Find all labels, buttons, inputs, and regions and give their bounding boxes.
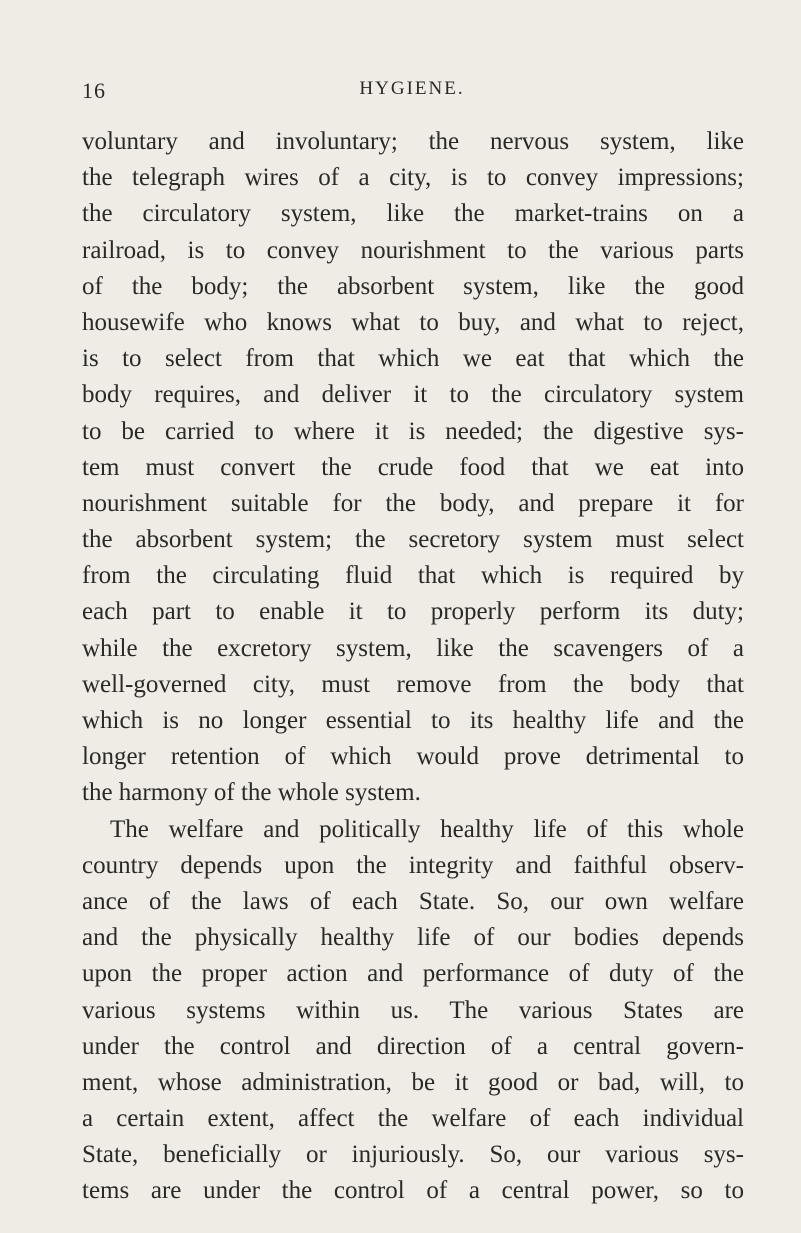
- text-line: a certain extent, affect the welfare of each individual: [82, 1105, 744, 1133]
- text-line: to be carried to where it is needed; the digestive sys-: [82, 417, 744, 445]
- text-line: which is no longer essential to its healthy life and the: [82, 707, 744, 734]
- text-line: housewife who knows what to buy, and what to reject,: [82, 308, 744, 336]
- text-line: nourishment suitable for the body, and prepare it for: [82, 489, 744, 517]
- text-line: of the body; the absorbent system, like the good: [82, 272, 744, 300]
- text-line: ment, whose administration, be it good or bad, will, to: [82, 1068, 744, 1096]
- text-line: the absorbent system; the secretory system must select: [82, 526, 744, 554]
- text-line: ance of the laws of each State. So, our own welfare: [82, 887, 744, 915]
- text-line: well-governed city, must remove from the body that: [82, 670, 744, 698]
- text-line: voluntary and involuntary; the nervous system, like: [82, 128, 744, 155]
- text-line: the telegraph wires of a city, is to convey impressions;: [82, 164, 744, 192]
- text-line: is to select from that which we eat that which the: [82, 345, 744, 373]
- text-line: from the circulating fluid that which is required by: [82, 562, 744, 590]
- page-number: 16: [82, 78, 106, 103]
- text-line: under the control and direction of a central govern-: [82, 1032, 744, 1060]
- text-line: while the excretory system, like the scavengers of a: [82, 634, 744, 662]
- paragraph-start-line: The welfare and politically healthy life of this whole: [110, 815, 744, 843]
- text-line: upon the proper action and performance of duty of the: [82, 960, 744, 988]
- running-title: HYGIENE.: [359, 78, 465, 99]
- body-text: [82, 124, 744, 1210]
- running-head: [82, 78, 742, 104]
- paragraph-end-line: the harmony of the whole system.: [82, 779, 421, 807]
- text-line: tems are under the control of a central power, so to: [82, 1177, 744, 1205]
- text-line: longer retention of which would prove detrimental to: [82, 743, 744, 771]
- text-line: State, beneficially or injuriously. So, our various sys-: [82, 1141, 744, 1169]
- text-line: tem must convert the crude food that we eat into: [82, 453, 744, 481]
- text-line: the circulatory system, like the market-trains on a: [82, 200, 744, 228]
- text-line: railroad, is to convey nourishment to the various parts: [82, 236, 744, 264]
- text-line: country depends upon the integrity and faithful observ-: [82, 851, 744, 879]
- text-line: and the physically healthy life of our bodies depends: [82, 924, 744, 952]
- text-line: each part to enable it to properly perform its duty;: [82, 598, 744, 626]
- text-line: body requires, and deliver it to the circulatory system: [82, 381, 744, 409]
- text-line: various systems within us. The various States are: [82, 996, 744, 1024]
